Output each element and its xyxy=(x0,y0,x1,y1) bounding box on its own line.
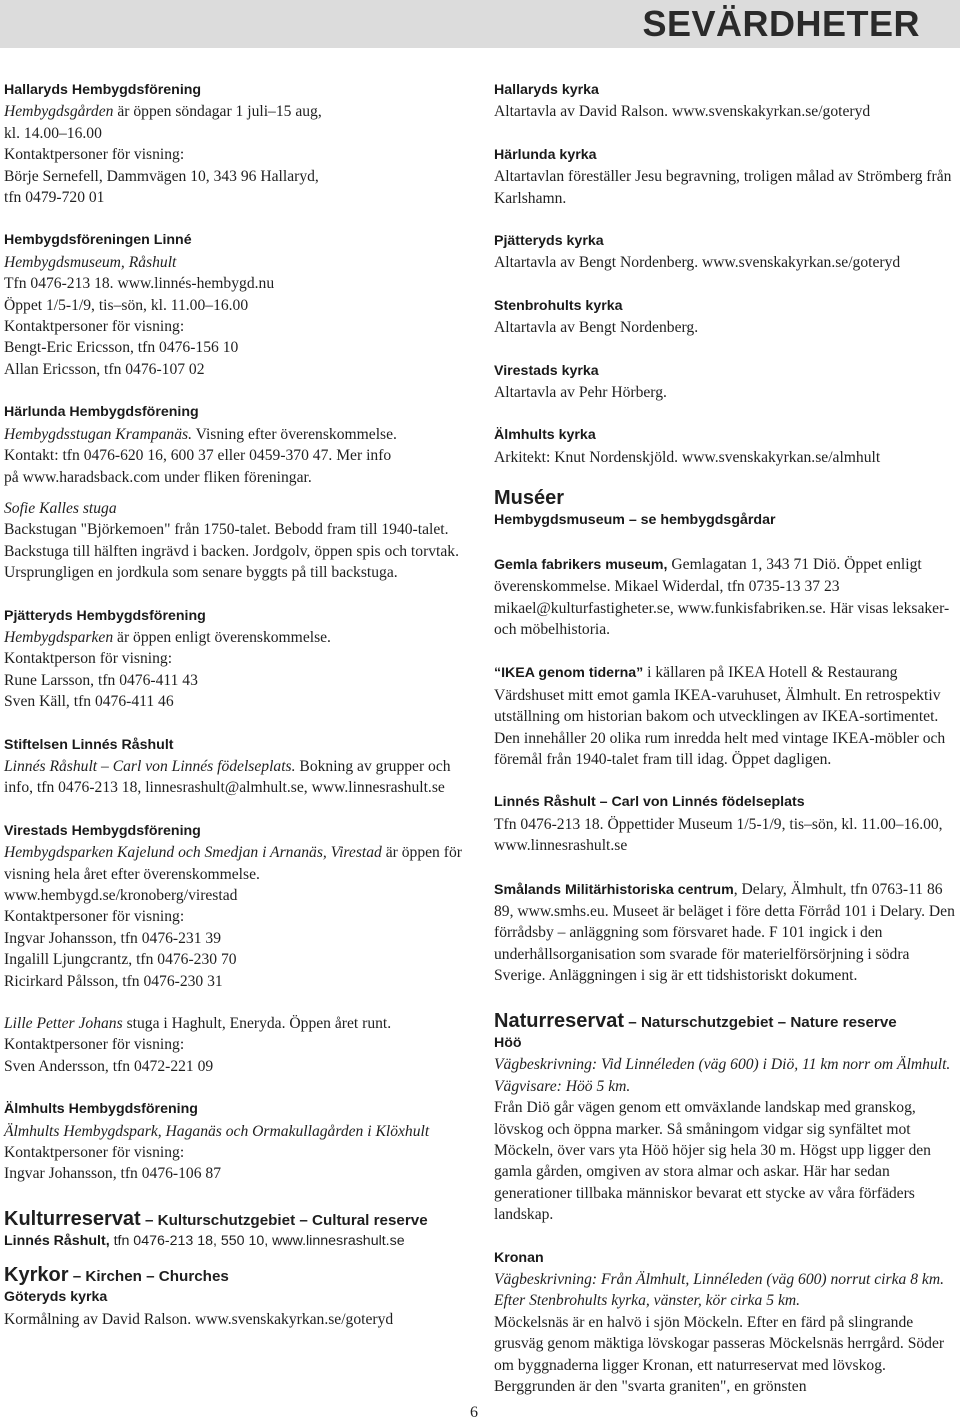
section-title: Stiftelsen Linnés Råshult xyxy=(4,736,174,753)
section-subheading: – Kulturschutzgebiet – Cultural reserve xyxy=(140,1211,428,1229)
description: Bokning av grupper och info, tfn 0476-213 18, linnesrashult@almhult.se, www.linnesrashult.se xyxy=(4,757,451,797)
section-heading: Naturreservat xyxy=(494,1009,625,1032)
section-harlunda-hembygdsforening xyxy=(4,402,470,488)
directions: Vägbeskrivning: Vid Linnéleden (väg 600) i Diö, 11 km norr om Älmhult. Vägvisare: Höö 5 km. xyxy=(494,1056,951,1095)
entry-text: Altartavlan föreställer Jesu begravning, troligen målad av Strömberg från Karlshamn. xyxy=(494,168,952,207)
contact-line: Sven Andersson, tfn 0472-221 09 xyxy=(4,1057,214,1075)
church-entry xyxy=(494,296,956,339)
section-sofie-kalles-stuga xyxy=(4,498,470,584)
section-virestads-hembygdsforening xyxy=(4,821,470,1077)
entry-title: Göteryds kyrka xyxy=(4,1289,108,1306)
contacts-label: Kontaktpersoner för visning: xyxy=(4,146,185,164)
opening-hours: är öppen enligt överenskommelse. xyxy=(113,628,331,646)
section-heading: Kulturreservat xyxy=(4,1207,141,1230)
entry-text: Kormålning av David Ralson. www.svenskakyrkan.se/goteryd xyxy=(4,1310,394,1328)
entry-text: , Delary, Älmhult, tfn 0763-11 86 89, www.smhs.eu. Museet är beläget i före detta Förråd 101 i Delary. Den förrådsby – anläggning som försvaret hade. F 101 ingick i den underhållsorganisation som svarade för materielförsörjning i södra Sverige. Anläggningen i sig är ett tidshistoriskt dokument. xyxy=(494,880,955,985)
contact-line: Börje Sernefell, Dammvägen 10, 343 96 Hallaryd, xyxy=(4,167,319,185)
entry-text: Arkitekt: Knut Nordenskjöld. www.svenskakyrkan.se/almhult xyxy=(494,448,881,466)
entry-text: tfn 0476-213 18, 550 10, www.linnesrashult.se xyxy=(109,1233,405,1250)
section-museer xyxy=(494,486,956,531)
entry-text: Altartavla av Bengt Nordenberg. www.svenskakyrkan.se/goteryd xyxy=(494,254,901,272)
section-title: Älmhults Hembygdsförening xyxy=(4,1101,198,1118)
contacts-label: Kontaktperson för visning: xyxy=(4,650,173,668)
entry-text: Altartavla av Bengt Nordenberg. xyxy=(494,319,699,337)
section-stiftelsen-linnes-rashult xyxy=(4,735,470,799)
contact-line: Rune Larsson, tfn 0476-411 43 xyxy=(4,671,198,689)
opening-hours: är öppen för visning hela året efter överenskommelse. xyxy=(4,844,462,883)
section-pjatteryds-hembygdsforening xyxy=(4,606,470,713)
entry-text: Tfn 0476-213 18. Öppettider Museum 1/5-1/9, tis–sön, kl. 11.00–16.00, www.linnesrashult.se xyxy=(494,815,943,855)
place-name: Hembygdsgården xyxy=(4,103,114,121)
section-title: Hallaryds Hembygdsförening xyxy=(4,82,202,98)
contact-line: Ingvar Johansson, tfn 0476-106 87 xyxy=(4,1165,221,1183)
contact-line: Allan Ericsson, tfn 0476-107 02 xyxy=(4,360,205,378)
entry-title: Linnés Råshult, xyxy=(4,1233,110,1250)
section-heading: Kyrkor xyxy=(4,1263,69,1286)
section-title: Virestads Hembygdsförening xyxy=(4,822,201,839)
contacts-label: Kontaktpersoner för visning: xyxy=(4,908,185,926)
section-hembygdsforeningen-linne xyxy=(4,230,470,380)
entry-text: Gemlagatan 1, 343 71 Diö. Öppet enligt överenskommelse. Mikael Widerdal, tfn 0735-13 37 23 mikael@kulturfastigheter.se, www.funkisfabriken.se. Här visas leksaker- och möbelhistoria. xyxy=(494,555,950,638)
section-hallaryd-hembygdsforening xyxy=(4,80,470,208)
opening-hours: Öppet 1/5-1/9, tis–sön, kl. 11.00–16.00 xyxy=(4,296,249,314)
museum-entry-smalands xyxy=(494,879,956,987)
section-naturreservat xyxy=(494,1009,956,1226)
entry-text: i källaren på IKEA Hotell & Restaurang Värdshuset mitt emot gamla IKEA-varuhuset, Älmhult. En retrospektiv utställning om historian bakom och utvecklingen av IKEA-sortimentet. Den innehåller 20 olika rum inredda helt med vintage IKEA-möbler och föremål från 1940-talet fram till idag. Öppet dagligen. xyxy=(494,664,946,768)
entry-title: Smålands Militärhistoriska centrum xyxy=(494,881,734,898)
entry-title: “IKEA genom tiderna” xyxy=(494,665,644,682)
church-entry xyxy=(494,361,956,404)
entry-title: Hallaryds kyrka xyxy=(494,82,599,98)
entry-title: Älmhults kyrka xyxy=(494,427,596,444)
section-title: Sofie Kalles stuga xyxy=(4,499,117,517)
section-subheading: Hembygdsmuseum – se hembygdsgårdar xyxy=(494,512,776,529)
section-kyrkor xyxy=(4,1263,470,1330)
contact-line: Bengt-Eric Ericsson, tfn 0476-156 10 xyxy=(4,339,239,357)
section-title: Hembygdsföreningen Linné xyxy=(4,232,192,249)
contacts-label: Kontaktpersoner för visning: xyxy=(4,1144,185,1162)
description: Backstugan "Björkemoen" från 1750-talet. Bebodd fram till 1940-talet. Backstuga till hälften ingrävd i backen. Jordgolv, öppen spis och torvtak. Ursprungligen en jordkula som senare byggts på till backstuga. xyxy=(4,521,460,582)
info-line: på www.haradsback.com under fliken föreningar. xyxy=(4,468,312,486)
place-name: Hembygdsstugan Krampanäs. xyxy=(4,425,192,443)
section-title: Härlunda Hembygdsförening xyxy=(4,404,199,421)
page-number: 6 xyxy=(470,1404,478,1421)
contact-line: tfn 0479-720 01 xyxy=(4,189,105,207)
entry-title: Virestads kyrka xyxy=(494,362,599,379)
spacer xyxy=(4,992,470,1013)
church-entry xyxy=(494,145,956,209)
contacts-label: Kontaktpersoner för visning: xyxy=(4,318,185,336)
contact-line: Sven Käll, tfn 0476-411 46 xyxy=(4,693,174,711)
section-subheading: – Naturschutzgebiet – Nature reserve xyxy=(624,1013,897,1031)
contact-line: Ingvar Johansson, tfn 0476-231 39 xyxy=(4,929,221,947)
place-name: Hembygdsparken xyxy=(4,628,114,646)
entry-text: Altartavla av Pehr Hörberg. xyxy=(494,384,667,402)
place-name: Älmhults Hembygdspark, Haganäs och Ormakullagården i Klöxhult xyxy=(4,1122,430,1140)
contact-line: Kontakt: tfn 0476-620 16, 600 37 eller 0459-370 47. Mer info xyxy=(4,447,392,465)
section-kulturreservat xyxy=(4,1207,470,1253)
entry-title: Linnés Råshult – Carl von Linnés födelseplats xyxy=(494,794,805,811)
entry-text: Möckelsnäs är en halvö i sjön Möckeln. Efter en färd på slingrande grusväg genom mäktiga lövskogar passeras Möckelsnäs herrgård. Söder om byggnaderna ligger Kronan, ett naturreservat med lövskog. Berggrunden är den "svarta graniten", en grönsten xyxy=(494,1313,945,1396)
place-name: Hembygdsparken Kajelund och Smedjan i Arnanäs, Virestad xyxy=(4,844,382,862)
nature-entry-kronan xyxy=(494,1248,956,1398)
page-title: SEVÄRDHETER xyxy=(642,3,920,44)
visning-text: Visning efter överenskommelse. xyxy=(192,425,397,443)
entry-text: Från Diö går vägen genom ett omväxlande landskap med granskog, lövskog och öppna marker. Så småningom vidgar sig synfältet mot Möckeln, över vars yta Höö höjer sig hela 30 m. Högst upp ligger den gamla gården, omgiven av stora almar och askar. Här har sedan generationer tillbaka människor bevarat ett stycke av våra förfäders landskap. xyxy=(494,1099,931,1224)
museum-entry-gemla xyxy=(494,554,956,641)
entry-title: Höö xyxy=(494,1035,522,1051)
section-subheading: – Kirchen – Churches xyxy=(68,1267,229,1285)
place-name: Lille Petter Johans xyxy=(4,1015,123,1033)
church-entry xyxy=(494,231,956,274)
entry-title: Kronan xyxy=(494,1249,544,1266)
section-title: Pjätteryds Hembygdsförening xyxy=(4,607,206,624)
description: stuga i Haghult, Eneryda. Öppen året runt. xyxy=(122,1015,392,1033)
phone-web: Tfn 0476-213 18. www.linnés-hembygd.nu xyxy=(4,275,275,293)
contact-line: Ricirkard Pålsson, tfn 0476-230 31 xyxy=(4,972,223,990)
left-column xyxy=(4,80,470,1352)
entry-title: Stenbrohults kyrka xyxy=(494,297,623,314)
section-heading: Muséer xyxy=(494,487,565,510)
contacts-label: Kontaktpersoner för visning: xyxy=(4,1036,185,1054)
right-column xyxy=(494,80,956,1420)
museum-entry-ikea xyxy=(494,662,956,770)
entry-title: Härlunda kyrka xyxy=(494,146,597,163)
museum-entry-linnes-rashult xyxy=(494,792,956,856)
church-entry xyxy=(494,80,956,123)
place-name: Hembygdsmuseum, Råshult xyxy=(4,253,177,271)
contact-line: Ingalill Ljungcrantz, tfn 0476-230 70 xyxy=(4,951,237,969)
entry-text: Altartavla av David Ralson. www.svenskakyrkan.se/goteryd xyxy=(494,103,871,121)
entry-title: Pjätteryds kyrka xyxy=(494,233,604,250)
entry-title: Gemla fabrikers museum, xyxy=(494,556,668,573)
web-address: www.hembygd.se/kronoberg/virestad xyxy=(4,887,238,904)
opening-hours-cont: kl. 14.00–16.00 xyxy=(4,124,102,142)
place-name: Linnés Råshult – Carl von Linnés födelseplats. xyxy=(4,757,296,775)
opening-hours: är öppen söndagar 1 juli–15 aug, xyxy=(113,103,322,121)
directions: Vägbeskrivning: Från Älmhult, Linnéleden (väg 600) norrut cirka 8 km. Efter Stenbrohults kyrka, vänster, kör cirka 5 km. xyxy=(494,1271,944,1310)
church-entry xyxy=(494,425,956,468)
section-almhults-hembygdsforening xyxy=(4,1099,470,1185)
